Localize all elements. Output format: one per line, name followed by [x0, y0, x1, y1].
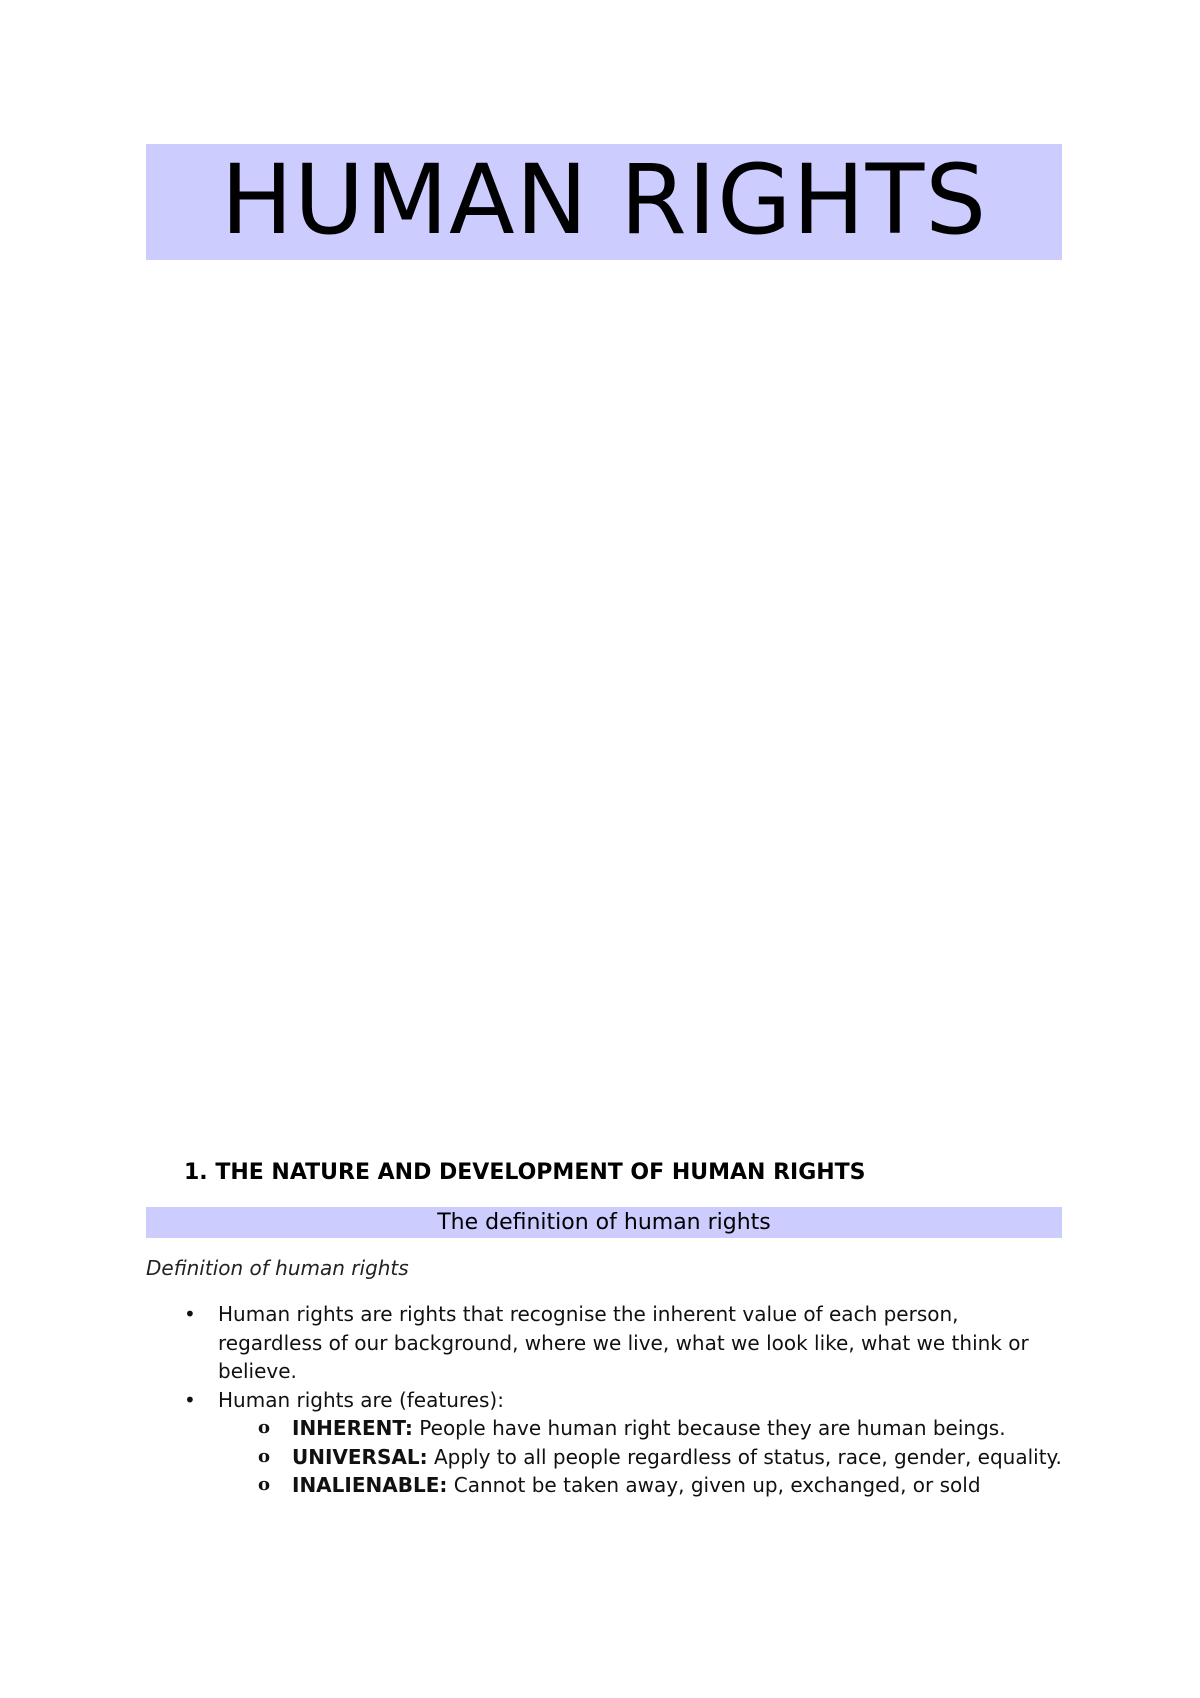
feature-description: Apply to all people regardless of status, race, gender, equality.	[427, 1444, 1062, 1469]
subheading-bar	[146, 1207, 1062, 1238]
sub-list-item	[218, 1414, 1062, 1443]
list-item	[146, 1386, 1062, 1500]
feature-term: INALIENABLE:	[292, 1473, 448, 1497]
bullet-icon: •	[184, 1387, 196, 1412]
sub-bullet-icon: o	[258, 1474, 271, 1495]
list-item-text: Human rights are (features):	[218, 1387, 504, 1412]
content-body	[146, 1300, 1062, 1500]
subheading: The definition of human rights	[437, 1209, 771, 1235]
title-banner	[146, 144, 1062, 260]
bullet-icon: •	[184, 1302, 196, 1326]
feature-description: Cannot be taken away, given up, exchanged, or sold	[447, 1473, 981, 1497]
list-item-text: Human rights are rights that recognise the inherent value of each person, regardless of our background, where we live, what we look like, what we think or believe.	[218, 1302, 1029, 1383]
sub-bullet-icon: o	[258, 1417, 271, 1438]
definition-label: Definition of human rights	[146, 1256, 409, 1280]
feature-description: People have human right because they are human beings.	[412, 1416, 1006, 1440]
feature-term: INHERENT:	[292, 1416, 413, 1440]
list-item	[146, 1300, 1062, 1386]
feature-term: UNIVERSAL:	[292, 1444, 428, 1469]
sub-bullet-icon: o	[258, 1445, 271, 1467]
sub-list-item	[218, 1443, 1062, 1472]
sub-list-item	[218, 1471, 1062, 1500]
document-title: HUMAN RIGHTS	[220, 144, 988, 256]
sub-bullet-list	[218, 1414, 1062, 1500]
bullet-list	[146, 1300, 1062, 1500]
section-heading: 1. THE NATURE AND DEVELOPMENT OF HUMAN RIGHTS	[184, 1160, 866, 1185]
